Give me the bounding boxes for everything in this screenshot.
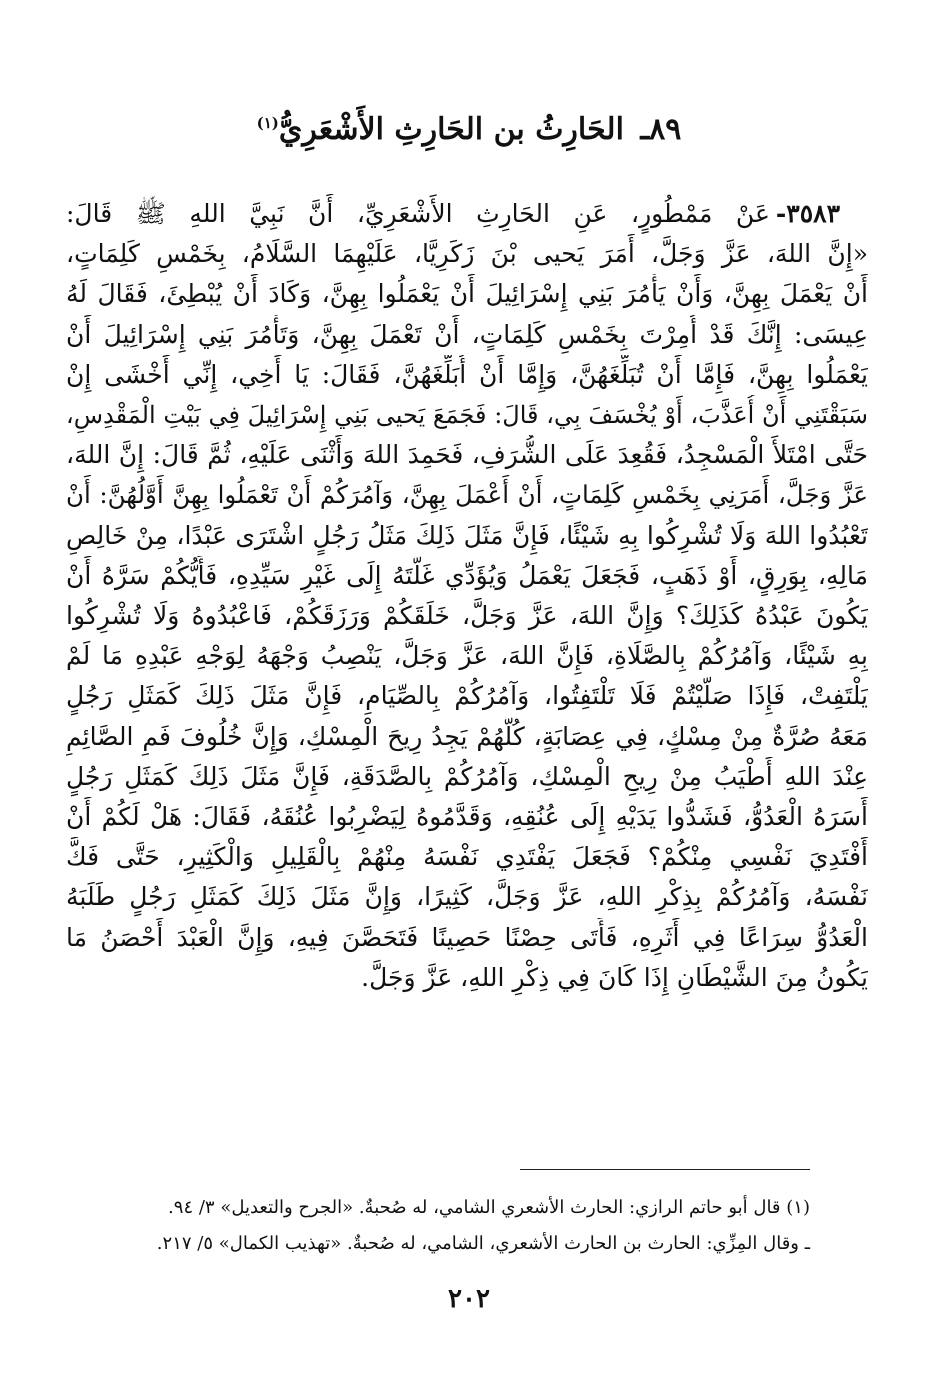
hadith-line: عَزَّ وَجَلَّ، أَمَرَنِي بِخَمْسِ كَلِمَاتٍ، أَنْ أَعْمَلَ بِهِنَّ، وَآمُرَكُمْ أَنْ تَعْمَلُوا بِهِنَّ أَوَّلُهُنَّ: أَنْ (66, 480, 868, 510)
hadith-line: عِيسَى: إِنَّكَ قَدْ أُمِرْتَ بِخَمْسِ كَلِمَاتٍ، أَنْ تَعْمَلَ بِهِنَّ، وَتَأْمُرَ بَنِي إِسْرَائِيلَ أَنْ (66, 319, 868, 349)
hadith-line: الْعَدُوُّ سِرَاعًا فِي أَثَرِهِ، فَأَتَى حِصْنًا حَصِينًا فَتَحَصَّنَ فِيهِ، وَإِنَّ الْعَبْدَ أَحْصَنُ مَا (66, 922, 868, 952)
footnote-separator (520, 1169, 810, 1170)
chapter-heading (60, 108, 878, 152)
hadith-line: يَعْمَلُوا بِهِنَّ، فَإِمَّا أَنْ تُبَلِّغَهُنَّ، وَإِمَّا أَنْ أُبَلِّغَهُنَّ، فَقَالَ: يَا أَخِي، إِنِّي أَخْشَى إِنْ (66, 359, 868, 389)
hadith-line: يَكُونَ عَبْدُهُ كَذَلِكَ؟ وَإِنَّ اللهَ، عَزَّ وَجَلَّ، خَلَقَكُمْ وَرَزَقَكُمْ، فَاعْبُدُوهُ وَلَا تُشْرِكُوا (66, 601, 868, 631)
footnotes (100, 1190, 810, 1262)
chapter-number: ٨٩ـ (640, 112, 682, 147)
hadith-line: حَتَّى امْتَلأَ الْمَسْجِدُ، فَقُعِدَ عَلَى الشُّرَفِ، فَحَمِدَ اللهَ وَأَثْنَى عَلَيْهِ، ثُمَّ قَالَ: إِنَّ اللهَ، (66, 440, 868, 470)
hadith-line: نَفْسَهُ، وَآمُرُكُمْ بِذِكْرِ اللهِ، عَزَّ وَجَلَّ، كَثِيرًا، وَإِنَّ مَثَلَ ذَلِكَ كَمَثَلِ رَجُلٍ طَلَبَهُ (66, 882, 868, 912)
chapter-title: الحَارِثُ بن الحَارِثِ الأَشْعَرِيُّ (278, 112, 624, 147)
hadith-line: مَعَهُ صُرَّةٌ مِنْ مِسْكٍ، فِي عِصَابَةٍ، كُلُّهُمْ يَجِدُ رِيحَ الْمِسْكِ، وَإِنَّ خُلُوفَ فَمِ الصَّائِمِ (66, 721, 868, 751)
hadith-line: أَسَرَهُ الْعَدُوُّ، فَشَدُّوا يَدَيْهِ إِلَى عُنُقِهِ، وَقَدَّمُوهُ لِيَضْرِبُوا عُنُقَهُ، فَقَالَ: هَلْ لَكُمْ أَنْ (66, 802, 868, 832)
hadith-line: يَلْتَفِتْ، فَإِذَا صَلَّيْتُمْ فَلَا تَلْتَفِتُوا، وَآمُرُكُمْ بِالصِّيَامِ، فَإِنَّ مَثَلَ ذَلِكَ كَمَثَلِ رَجُلٍ (66, 681, 868, 711)
hadith-text (66, 194, 868, 998)
footnote: (١) قال أبو حاتم الرازي: الحارث الأشعري الشامي، له صُحبةٌ. «الجرح والتعديل» ٣/ ٩٤. (168, 1197, 810, 1218)
hadith-line: مَالِهِ، بِوَرِقٍ، أَوْ ذَهَبٍ، فَجَعَلَ يَعْمَلُ وَيُؤَدِّي غَلَّتَهُ إِلَى غَيْرِ سَيِّدِهِ، فَأَيُّكُمْ سَرَّهُ أَنْ (66, 560, 868, 590)
hadith-line: أَنْ يَعْمَلَ بِهِنَّ، وَأَنْ يَأْمُرَ بَنِي إِسْرَائِيلَ أَنْ يَعْمَلُوا بِهِنَّ، وَكَادَ أَنْ يُبْطِئَ، فَقَالَ لَهُ (66, 279, 868, 309)
hadith-line: بِهِ شَيْئًا، وَآمُرُكُمْ بِالصَّلَاةِ، فَإِنَّ اللهَ، عَزَّ وَجَلَّ، يَنْصِبُ وَجْهَهُ لِوَجْهِ عَبْدِهِ مَا لَمْ (66, 641, 868, 671)
hadith-line: يَكُونُ مِنَ الشَّيْطَانِ إِذَا كَانَ فِي ذِكْرِ اللهِ، عَزَّ وَجَلَّ. (361, 962, 868, 992)
hadith-line: أَفْتَدِيَ نَفْسِي مِنْكُمْ؟ فَجَعَلَ يَفْتَدِي نَفْسَهُ مِنْهُمْ بِالْقَلِيلِ وَالْكَثِيرِ، حَتَّى فَكَّ (66, 842, 868, 872)
hadith-line: «إِنَّ اللهَ، عَزَّ وَجَلَّ، أَمَرَ يَحيى بْنَ زَكَرِيَّا، عَلَيْهِمَا السَّلَامُ، بِخَمْسِ كَلِمَاتٍ، (66, 239, 868, 269)
chapter-footnote-ref: (١) (256, 114, 279, 132)
hadith-line: تَعْبُدُوا اللهَ وَلَا تُشْرِكُوا بِهِ شَيْئًا، فَإِنَّ مَثَلَ ذَلِكَ مَثَلُ رَجُلٍ اشْتَرَى عَبْدًا، مِنْ خَالِصِ (66, 520, 868, 550)
page-number: ٢٠٢ (448, 1284, 490, 1314)
hadith-line: عِنْدَ اللهِ أَطْيَبُ مِنْ رِيحِ الْمِسْكِ، وَآمُرُكُمْ بِالصَّدَقَةِ، فَإِنَّ مَثَلَ ذَلِكَ كَمَثَلِ رَجُلٍ (66, 761, 868, 791)
footnote: ـ وقال المِزِّي: الحارث بن الحارث الأشعري، الشامي، له صُحبةٌ. «تهذيب الكمال» ٥/ ٢١٧. (156, 1233, 810, 1254)
hadith-line: ٣٥٨٣-عَنْ مَمْطُورٍ، عَنِ الحَارِثِ الأَشْعَرِيِّ، أَنَّ نَبِيَّ اللهِ ﷺ قَالَ: (66, 199, 840, 228)
hadith-line: سَبَقْتَنِي أَنْ أُعَذَّبَ، أَوْ يُخْسَفَ بِي، قَالَ: فَجَمَعَ يَحيى بَنِي إِسْرَائِيلَ فِي بَيْتِ الْمَقْدِسِ، (66, 401, 868, 430)
hadith-number: ٣٥٨٣- (775, 199, 840, 228)
